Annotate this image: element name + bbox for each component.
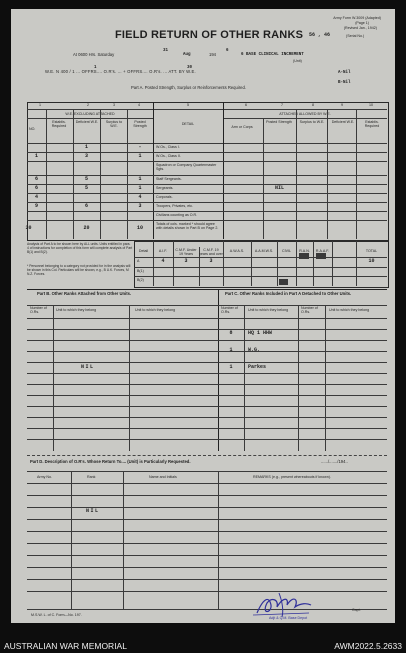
part-c-row3-unit: Parkes (248, 364, 267, 370)
part-c-row1-number: 8 (229, 330, 233, 336)
total-deficient: 20 (83, 225, 90, 231)
part-c-title: Part C. Other Ranks Included in Part A Detached to Other Units. (225, 291, 352, 296)
detail-wo-class-1: W.Os., Class I. (156, 145, 180, 149)
part-d-head-army-no: Army No. (37, 475, 52, 479)
blacked-out-cell (299, 253, 309, 259)
we-offrs-value: 1 (94, 66, 97, 70)
part-b-nil: NIL (81, 364, 95, 370)
signature-title: Adjt & Q.M. Base Depot (269, 616, 308, 620)
head-attached-posted: Posted Strength (266, 120, 292, 124)
attached-nil: NIL (274, 185, 284, 191)
part-c-row2-unit: W.G. (248, 347, 261, 353)
analysis-head-cmf-over: C.M.F. 19 years and over (199, 248, 223, 256)
row6-required: 4 (34, 194, 38, 200)
part-c-row2-number: 1 (229, 347, 233, 353)
detail-cqms: Squadron or Company Quartermaster Sgts. (156, 163, 217, 172)
col-num-5: 5 (187, 103, 189, 107)
form-sheet (11, 9, 395, 623)
part-b-head-unit-2: Unit to which they belong (135, 308, 176, 312)
row1-posted: - (138, 144, 142, 150)
head-attached-deficient: Deficient W.E. (331, 120, 355, 124)
row5-deficient: 5 (84, 185, 88, 191)
detail-civilians: Civilians counting as O.R. (156, 213, 198, 217)
archive-caption-bar (0, 638, 406, 653)
analysis-head-raaf: R.A.A.F. (315, 249, 330, 253)
col-num-9: 9 (341, 103, 343, 107)
part-d-nil: NIL (86, 508, 100, 514)
group-attached-allowed: ATTACHED ALLOWED BY W.E. (279, 112, 331, 116)
analysis-head-cmf-under: C.M.F. Under 19 Years (175, 248, 197, 256)
analysis-a-cmf-over: 3 (209, 258, 213, 264)
col-num-1: 1 (39, 103, 41, 107)
col-num-2: 2 (87, 103, 89, 107)
row4-posted: 1 (138, 176, 142, 182)
col-num-7: 7 (281, 103, 283, 107)
detail-staff-sergeants: Staff Sergeants. (156, 177, 182, 181)
col-num-8: 8 (312, 103, 314, 107)
part-c-head-unit: Unit to which they belong (248, 308, 289, 312)
form-reference: Army Form W.3009 (Adapted) (333, 16, 381, 20)
col-num-10: 10 (369, 103, 373, 107)
col-num-3: 3 (113, 103, 115, 107)
row6-posted: 4 (138, 194, 142, 200)
part-c-head-number: Number of O.Rs. (221, 306, 238, 314)
form-title: FIELD RETURN OF OTHER RANKS (115, 29, 304, 41)
analysis-row-b1: B(1) (137, 269, 144, 273)
return-day: 31 (163, 49, 169, 53)
head-arm-or-corps: Arm or Corps (231, 125, 253, 129)
analysis-note: * Personnel belonging to a category not provided for in the analysis will be shown in this Col. Particulars will be shown, e.g., B U.K. Forces, M N.Z. Forces. (27, 264, 131, 276)
row7-deficient: 6 (84, 203, 88, 209)
row7-required: 9 (34, 203, 38, 209)
analysis-head-detail: Detail (138, 249, 149, 253)
serial-label: (Serial No.) (346, 34, 365, 38)
col-num-6: 6 (245, 103, 247, 107)
analysis-head-civil: CIVIL (282, 249, 291, 253)
revised-date: (Revised Jan., 1942) (343, 26, 377, 30)
analysis-row-a: A (137, 259, 140, 263)
head-posted-strength: Posted Strength (133, 120, 147, 128)
row1-deficient: 1 (84, 144, 88, 150)
row2-posted: 1 (138, 153, 142, 159)
analysis-head-aif: A.I.F. (158, 249, 168, 253)
return-year-suffix: 6 (226, 49, 229, 53)
part-d-head-rank: Rank (87, 475, 96, 479)
part-c-row3-number: 1 (229, 364, 233, 370)
we-ors-value: 30 (187, 66, 193, 70)
analysis-row-b2: B(2) (137, 278, 144, 282)
row2-deficient: 3 (84, 153, 88, 159)
attached-a-nil: A-Nil (338, 71, 351, 75)
part-d-head-remarks: REMARKS (e.g., present whereabouts if known). (253, 475, 331, 479)
analysis-head-aamws: A.A.M.W.S. (254, 249, 274, 253)
attached-b-nil: B-Nil (338, 81, 351, 85)
unit-label: (Unit) (293, 59, 302, 63)
part-c-head-unit-2: Unit to which they belong (329, 308, 370, 312)
part-c-row1-unit: HQ 1 HHW (248, 330, 273, 336)
row4-required: 6 (34, 176, 38, 182)
detail-totals: Totals of cols. marked * should agree with details shown in Part B on Page 2. (156, 222, 219, 231)
blacked-out-cell (279, 279, 288, 285)
head-deficient: Deficient W.E. (75, 120, 99, 124)
analysis-head-awas: A.W.A.S. (229, 249, 245, 253)
part-c-head-number-2: Number of O.Rs. (301, 306, 318, 314)
detail-troopers: Troopers, Privates, etc. (156, 204, 194, 208)
return-month: Aug (183, 53, 191, 57)
blacked-out-cell (316, 253, 326, 259)
group-we-excluding: W.E. EXCLUDING ATTACHED (65, 112, 115, 116)
printer-reference: M.S.W. L. of C. Form—No. 197. (31, 613, 82, 617)
row7-posted: 3 (138, 203, 142, 209)
head-attached-surplus: Surplus to W.E. (299, 120, 325, 124)
detail-wo-class-2: W.Os., Class II. (156, 154, 181, 158)
head-surplus: Surplus to W.E. (105, 120, 123, 128)
row2-required: 1 (34, 153, 38, 159)
analysis-head-ran: R.A.N. (299, 249, 310, 253)
row-number-label: NO. (29, 127, 36, 131)
col-num-4: 4 (138, 103, 140, 107)
part-d-head-name: Name and Initials (149, 475, 177, 479)
we-line: W.E. N 400 / 1 ... OFFRS.... O.R's. ... + OFFRS.... O.R's. ... ATT. BY W.E. (45, 69, 196, 74)
part-b-head-number: Number of O.Rs. (30, 306, 47, 314)
time-label: At 0600 Hrs. Saturday (73, 52, 115, 57)
row5-required: 6 (34, 185, 38, 191)
head-establis-required: Establis. Required (51, 120, 67, 128)
part-b-title: Part B. Other Ranks Attached from Other Units. (37, 291, 132, 296)
analysis-a-aif: 4 (161, 258, 165, 264)
return-year: 194 (209, 52, 216, 57)
detail-corporals: Corporals. (156, 195, 173, 199)
signature-rank: Capt. (352, 608, 361, 612)
total-posted: 10 (136, 225, 143, 231)
analysis-a-cmf-under: 3 (184, 258, 188, 264)
analysis-instructions: Analysis of Part A to be shown here by ALL units. Units entitled in para. 4 of instructions for completion of this form will complete analysis of Part B(1) and B(2). (27, 242, 133, 254)
head-attached-establis: Establis. Required (364, 120, 380, 128)
part-d-date: ....../......./194.. (321, 459, 348, 464)
page-number: (Page 1) (355, 21, 369, 25)
part-a-title: Part A. Posted Strength, Surplus or Reinforcements Required. (131, 85, 246, 90)
head-detail: DETAIL (181, 122, 195, 126)
analysis-head-total: TOTAL (365, 249, 378, 253)
archive-reference: AWM2022.5.2633 (334, 641, 402, 651)
part-b-head-unit: Unit to which they belong (56, 308, 97, 312)
analysis-a-total: 10 (368, 258, 375, 264)
row4-deficient: 5 (84, 176, 88, 182)
row5-posted: 1 (138, 185, 142, 191)
detail-sergeants: Sergeants. (156, 186, 174, 190)
unit-name: 6 BASE CLINICAL INCREMENT (241, 53, 304, 57)
part-d-title: Part D. Description of O.R's. Whose Return To.... (Unit) is Particularly Requested. (30, 459, 191, 464)
serial-value: 56 , 46 (309, 32, 331, 38)
archive-name: AUSTRALIAN WAR MEMORIAL (4, 641, 127, 651)
total-required: 30 (25, 225, 32, 231)
